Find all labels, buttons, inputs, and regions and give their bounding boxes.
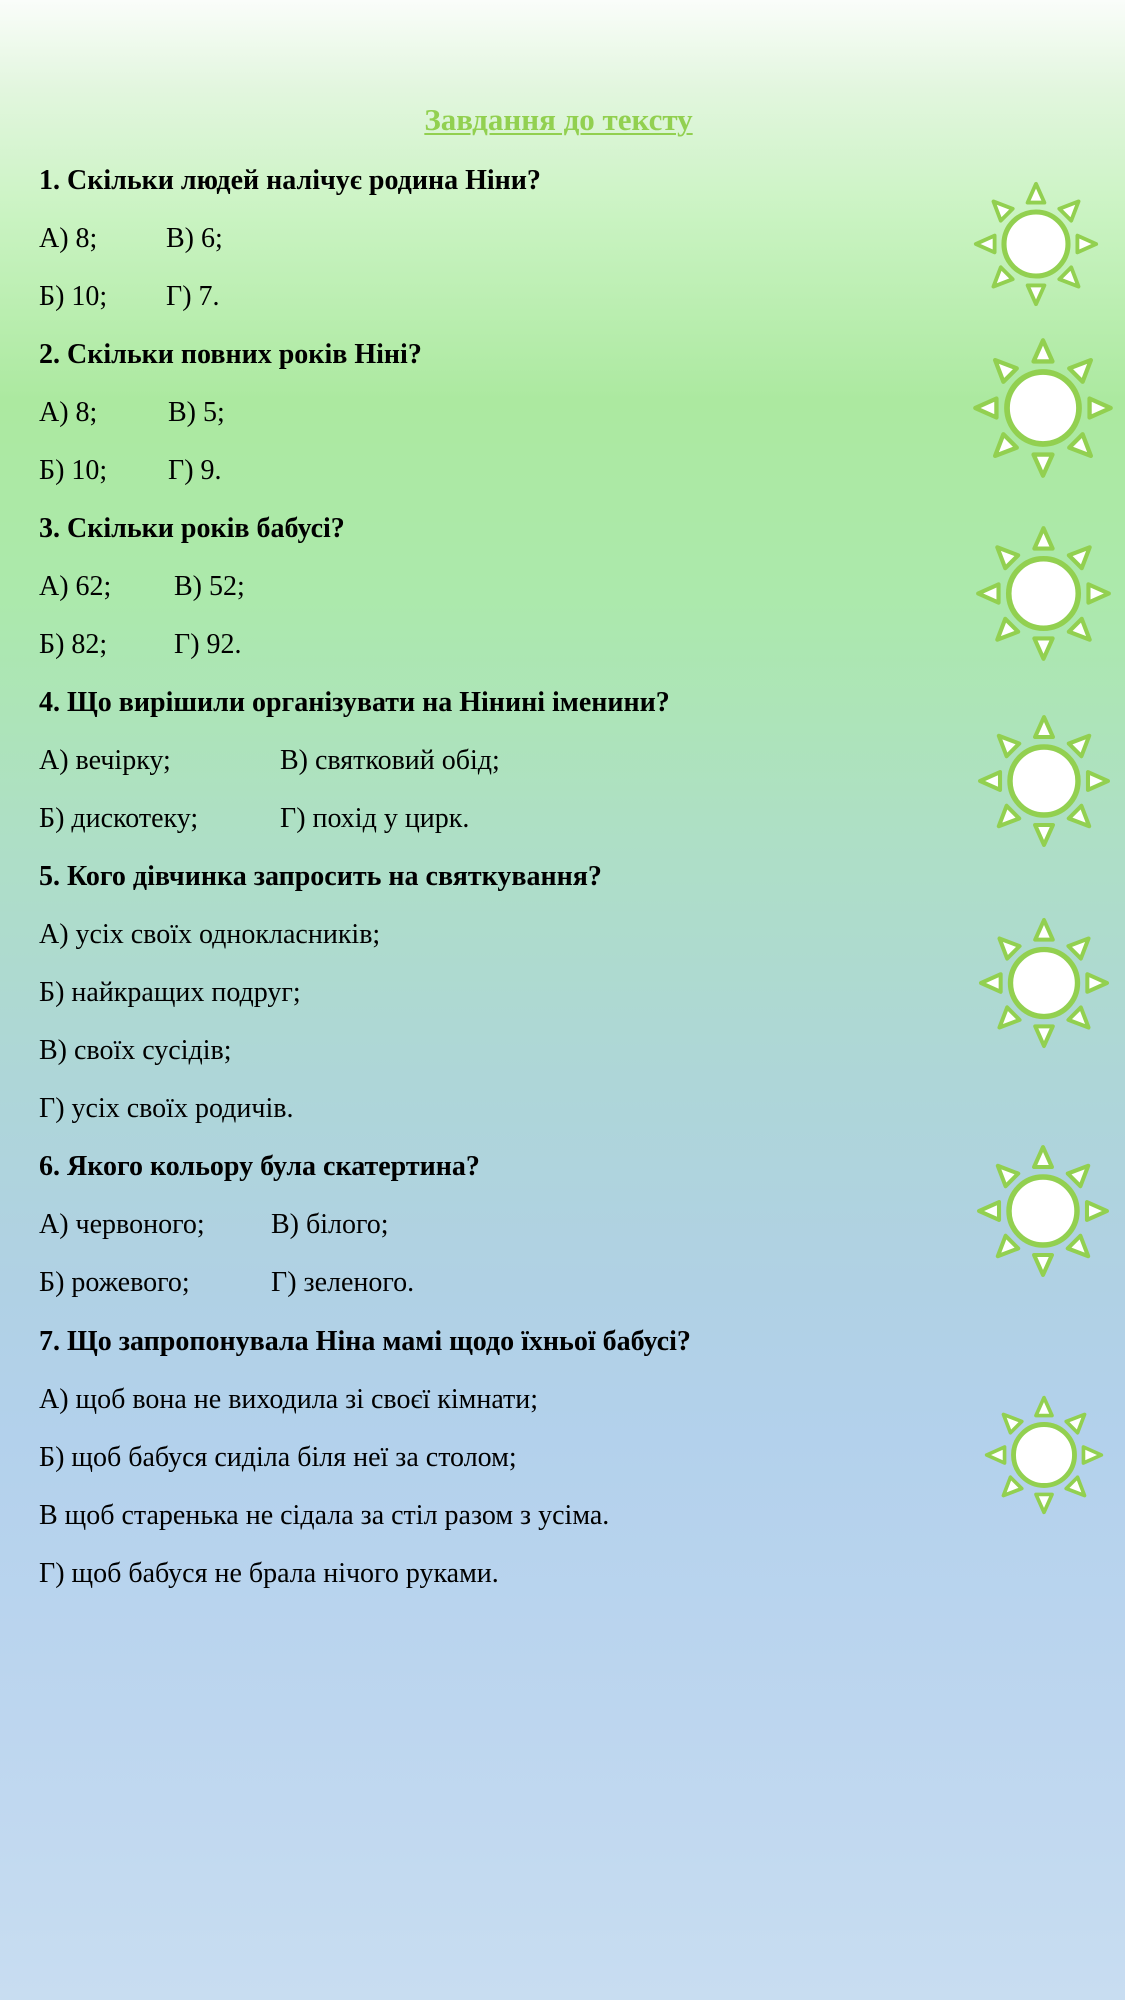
answer-option: Г) усіх своїх родичів. (39, 1093, 294, 1124)
answer-option: Г) похід у цирк. (280, 803, 470, 834)
answer-row (39, 801, 939, 837)
answer-row (39, 1033, 939, 1069)
sun-icon (971, 336, 1115, 480)
question-text: 7. Що запропонувала Ніна мамі щодо їхньої бабусі? (39, 1326, 691, 1357)
sun-icon (976, 713, 1112, 849)
answer-option: Г) 9. (168, 455, 222, 486)
sun-icon (972, 180, 1100, 308)
question-text: 3. Скільки років бабусі? (39, 513, 345, 544)
page-title: Завдання до тексту (424, 102, 693, 137)
answer-option: В) 6; (166, 223, 223, 254)
answer-option: Б) 10; (39, 281, 108, 312)
answer-option: В щоб старенька не сідала за стіл разом з усіма. (39, 1500, 610, 1531)
answer-option: Г) щоб бабуся не брала нічого руками. (39, 1558, 499, 1589)
sun-icon (977, 916, 1111, 1050)
question-text: 1. Скільки людей налічує родина Ніни? (39, 165, 541, 196)
answer-option: Б) 82; (39, 629, 108, 660)
answer-option: Б) дискотеку; (39, 803, 199, 834)
sun-icon (983, 1394, 1105, 1516)
answer-option: Б) 10; (39, 455, 108, 486)
answer-row (39, 917, 939, 953)
answer-option: Г) зеленого. (271, 1267, 415, 1298)
answer-row (39, 1498, 939, 1534)
answer-option: Б) рожевого; (39, 1267, 190, 1298)
answer-option: В) своїх сусідів; (39, 1035, 232, 1066)
answer-row (39, 1091, 939, 1127)
question-text: 4. Що вирішили організувати на Нінині іменини? (39, 687, 670, 718)
answer-option: А) 62; (39, 571, 112, 602)
answer-row (39, 1265, 939, 1301)
answer-option: А) щоб вона не виходила зі своєї кімнати; (39, 1384, 539, 1415)
answer-option: А) усіх своїх однокласників; (39, 919, 381, 950)
answer-option: А) 8; (39, 223, 98, 254)
answer-option: В) святковий обід; (280, 745, 500, 776)
answer-row (39, 1440, 939, 1476)
question-text: 6. Якого кольору була скатертина? (39, 1151, 480, 1182)
sun-icon (975, 1143, 1111, 1279)
answer-option: В) 52; (174, 571, 245, 602)
question-text: 5. Кого дівчинка запросить на святкування? (39, 861, 602, 892)
answer-row (39, 1556, 939, 1592)
answer-option: В) білого; (271, 1209, 389, 1240)
answer-option: А) вечірку; (39, 745, 171, 776)
sun-icon (974, 524, 1113, 663)
answer-option: Г) 7. (166, 281, 220, 312)
answer-option: Б) щоб бабуся сиділа біля неї за столом; (39, 1442, 517, 1473)
answer-row (39, 975, 939, 1011)
answer-option: А) червоного; (39, 1209, 205, 1240)
answer-option: Б) найкращих подруг; (39, 977, 301, 1008)
answer-row (39, 395, 939, 431)
answer-row (39, 1207, 939, 1243)
answer-row (39, 627, 939, 663)
answer-option: В) 5; (168, 397, 225, 428)
answer-row (39, 453, 939, 489)
answer-row (39, 569, 939, 605)
answer-row (39, 1382, 939, 1418)
answer-option: А) 8; (39, 397, 98, 428)
answer-row (39, 221, 939, 257)
answer-option: Г) 92. (174, 629, 242, 660)
answer-row (39, 279, 939, 315)
question-text: 2. Скільки повних років Ніні? (39, 339, 422, 370)
answer-row (39, 743, 939, 779)
